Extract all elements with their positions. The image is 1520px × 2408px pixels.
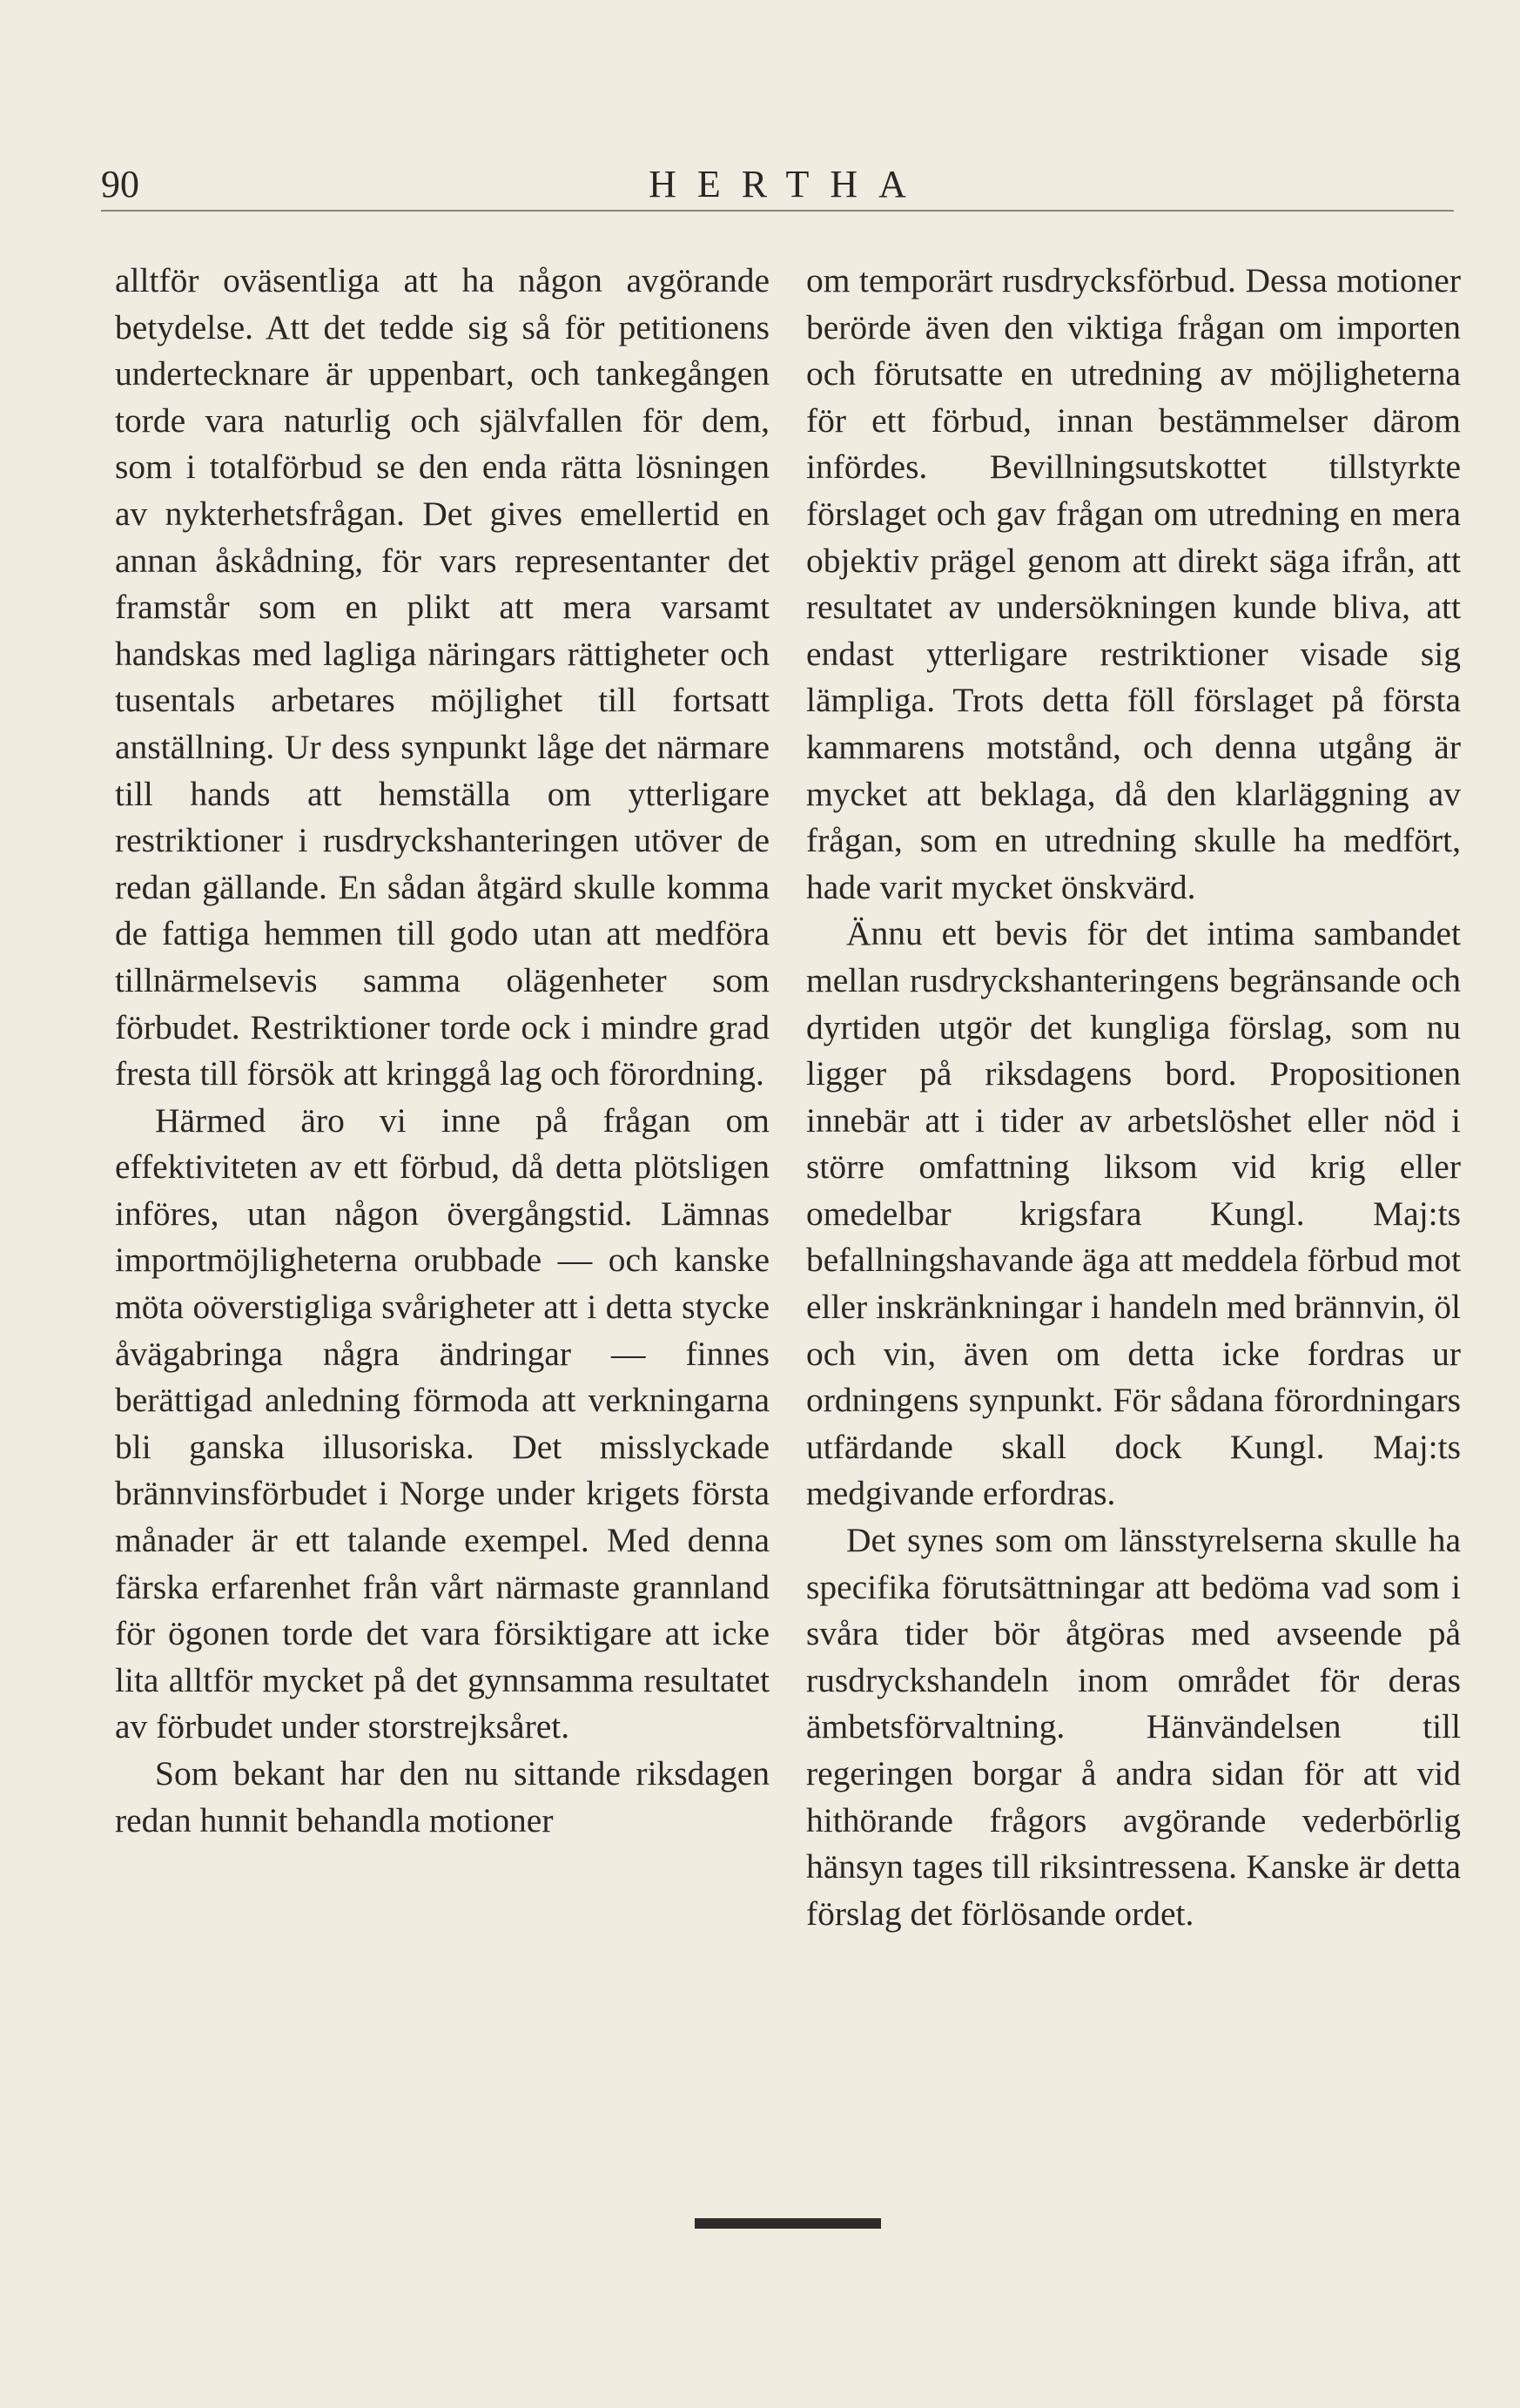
page-number: 90 [101,163,139,205]
paragraph: Härmed äro vi inne på frågan om effektiviteten av ett förbud, då detta plötsligen införes, utan någon övergångstid. Lämnas importmöjligheterna orubbade — och kanske möta oöverstigliga svårigheter att i detta stycke åvägabringa några ändringar — finnes berättigad anledning förmoda att verkningarna bli ganska illusoriska. Det misslyckade brännvinsförbudet i Norge under krigets första månader är ett talande exempel. Med denna färska erfarenhet från vårt närmaste grannland för ögonen torde det vara försiktigare att icke lita alltför mycket på det gynnsamma resultatet av förbudet under storstrejksåret. [115,1100,770,1746]
paragraph: alltför oväsentliga att ha någon avgörande betydelse. Att det tedde sig så för petitionens undertecknare är uppenbart, och tankegången torde vara naturlig och självfallen för dem, som i totalförbud se den enda rätta lösningen av nykterhetsfrågan. Det gives emellertid en annan åskådning, för vars representanter det framstår som en plikt att mera varsamt handskas med lagliga näringars rättigheter och tusentals arbetares möjlighet till fortsatt anställning. Ur dess synpunkt låge det närmare till hands att hemställa om ytterligare restriktioner i rusdryckshanteringen utöver de redan gällande. En sådan åtgärd skulle komma de fattiga hemmen till godo utan att medföra tillnärmelsevis samma olägenheter som förbudet. Restriktioner torde ock i mindre grad fresta till försök att kringgå lag och förordning. [115,261,770,1093]
right-column [806,258,1461,1937]
running-header [101,158,1454,211]
closing-ornament-rule [695,2218,881,2229]
paragraph: Det synes som om länsstyrelserna skulle ha specifika förutsättningar att bedöma vad som i svåra tider bör åtgöras med avseende på rusdryckshandeln inom området för deras ämbetsförvaltning. Hänvändelsen till regeringen borgar å andra sidan för att vid hithörande frågors avgörande vederbörlig hänsyn tages till riksintressena. Kanske är detta förslag det förlösande ordet. [806,1521,1461,1933]
paragraph: om temporärt rusdrycksförbud. Dessa motioner berörde även den viktiga frågan om importen och förutsatte en utredning av möjligheterna för ett förbud, innan bestämmelser därom infördes. Bevillningsutskottet tillstyrkte förslaget och gav frågan om utredning en mera objektiv prägel genom att direkt säga ifrån, att resultatet av undersökningen kunde bliva, att endast ytterligare restriktioner visade sig lämpliga. Trots detta föll förslaget på första kammarens motstånd, och denna utgång är mycket att beklaga, då den klarläggning av frågan, som en utredning skulle ha medfört, hade varit mycket önskvärd. [806,261,1461,906]
header-rule [101,210,1454,212]
left-column [115,258,770,1844]
paragraph: Ännu ett bevis för det intima sambandet mellan rusdryckshanteringens begränsande och dyrtiden utgör det kungliga förslag, som nu ligger på riksdagens bord. Propositionen innebär att i tider av arbetslöshet eller nöd i större omfattning liksom vid krig eller omedelbar krigsfara Kungl. Maj:ts befallningshavande äga att meddela förbud mot eller inskränkningar i handeln med brännvin, öl och vin, även om detta icke fordras ur ordningens synpunkt. För sådana förordningars utfärdande skall dock Kungl. Maj:ts medgivande erfordras. [806,914,1461,1513]
journal-title: HERTHA [649,163,927,205]
paragraph: Som bekant har den nu sittande riksdagen redan hunnit behandla motioner [115,1754,770,1840]
